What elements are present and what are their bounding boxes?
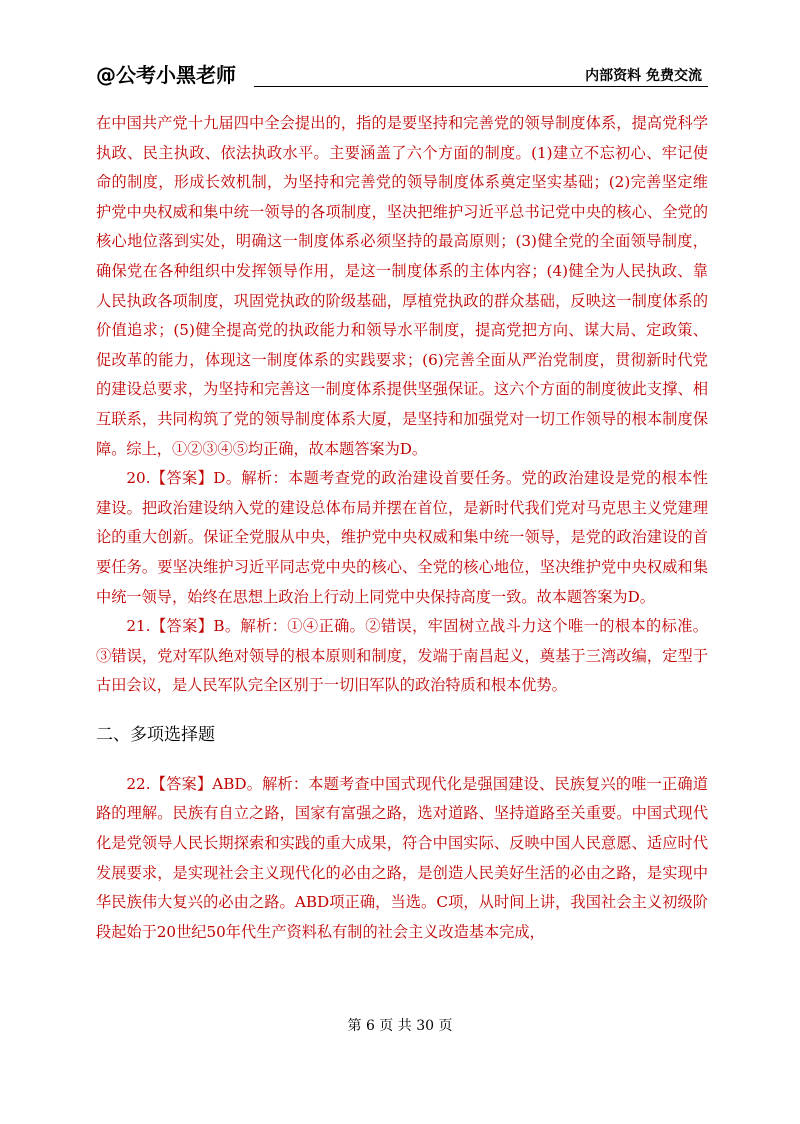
page-header bbox=[96, 62, 708, 88]
author-handle: @公考小黑老师 bbox=[96, 63, 236, 87]
section-heading-multiple-choice: 二、多项选择题 bbox=[96, 724, 215, 745]
answer-21: 21.【答案】B。解析：①④正确。②错误，牢固树立战斗力这个唯一的根本的标准。③错误，党对军队绝对领导的根本原则和制度，发端于南昌起义，奠基于三湾改编，定型于古田会议，是人民军队完全区别于一切旧军队的政治特质和根本优势。 bbox=[96, 617, 708, 695]
answer-20: 20.【答案】D。解析：本题考查党的政治建设首要任务。党的政治建设是党的根本性建设。把政治建设纳入党的建设总体布局并摆在首位，是新时代我们党对马克思主义党建理论的重大创新。保证全党服从中央，维护党中央权威和集中统一领导，是党的政治建设的首要任务。要坚决维护习近平同志党中央的核心、全党的核心地位，坚决维护党中央权威和集中统一领导，始终在思想上政治上行动上同党中央保持高度一致。故本题答案为D。 bbox=[96, 469, 708, 606]
answer-22: 22.【答案】ABD。解析：本题考查中国式现代化是强国建设、民族复兴的唯一正确道路的理解。民族有自立之路，国家有富强之路，选对道路、坚持道路至关重要。中国式现代化是党领导人民长期探索和实践的重大成果，符合中国实际、反映中国人民意愿、适应时代发展要求，是实现社会主义现代化的必由之路，是创造人民美好生活的必由之路，是实现中华民族伟大复兴的必由之路。ABD项正确，当选。C项，从时间上讲，我国社会主义初级阶段起始于20世纪50年代生产资料私有制的社会主义改造基本完成， bbox=[96, 774, 708, 941]
answer-explanations bbox=[96, 109, 708, 947]
answer-19-continuation: 在中国共产党十九届四中全会提出的，指的是要坚持和完善党的领导制度体系，提高党科学执政、民主执政、依法执政水平。主要涵盖了六个方面的制度。(1)建立不忘初心、牢记使命的制度，形成长效机制，为坚持和完善党的领导制度体系奠定坚实基础；(2)完善坚定维护党中央权威和集中统一领导的各项制度，坚决把维护习近平总书记党中央的核心、全党的核心地位落到实处，明确这一制度体系必须坚持的最高原则；(3)健全党的全面领导制度，确保党在各种组织中发挥领导作用，是这一制度体系的主体内容；(4)健全为人民执政、靠人民执政各项制度，巩固党执政的阶级基础，厚植党执政的群众基础，反映这一制度体系的价值追求；(5)健全提高党的执政能力和领导水平制度，提高党把方向、谋大局、定政策、促改革的能力，体现这一制度体系的实践要求；(6)完善全面从严治党制度，贯彻新时代党的建设总要求，为坚持和完善这一制度体系提供坚强保证。这六个方面的制度彼此支撑、相互联系，共同构筑了党的领导制度体系大厦，是坚持和加强党对一切工作领导的根本制度保障。综上，①②③④⑤均正确，故本题答案为D。 bbox=[96, 114, 708, 458]
header-note: 内部资料 免费交流 bbox=[585, 68, 702, 84]
page-number: 第 6 页 共 30 页 bbox=[347, 1018, 453, 1034]
